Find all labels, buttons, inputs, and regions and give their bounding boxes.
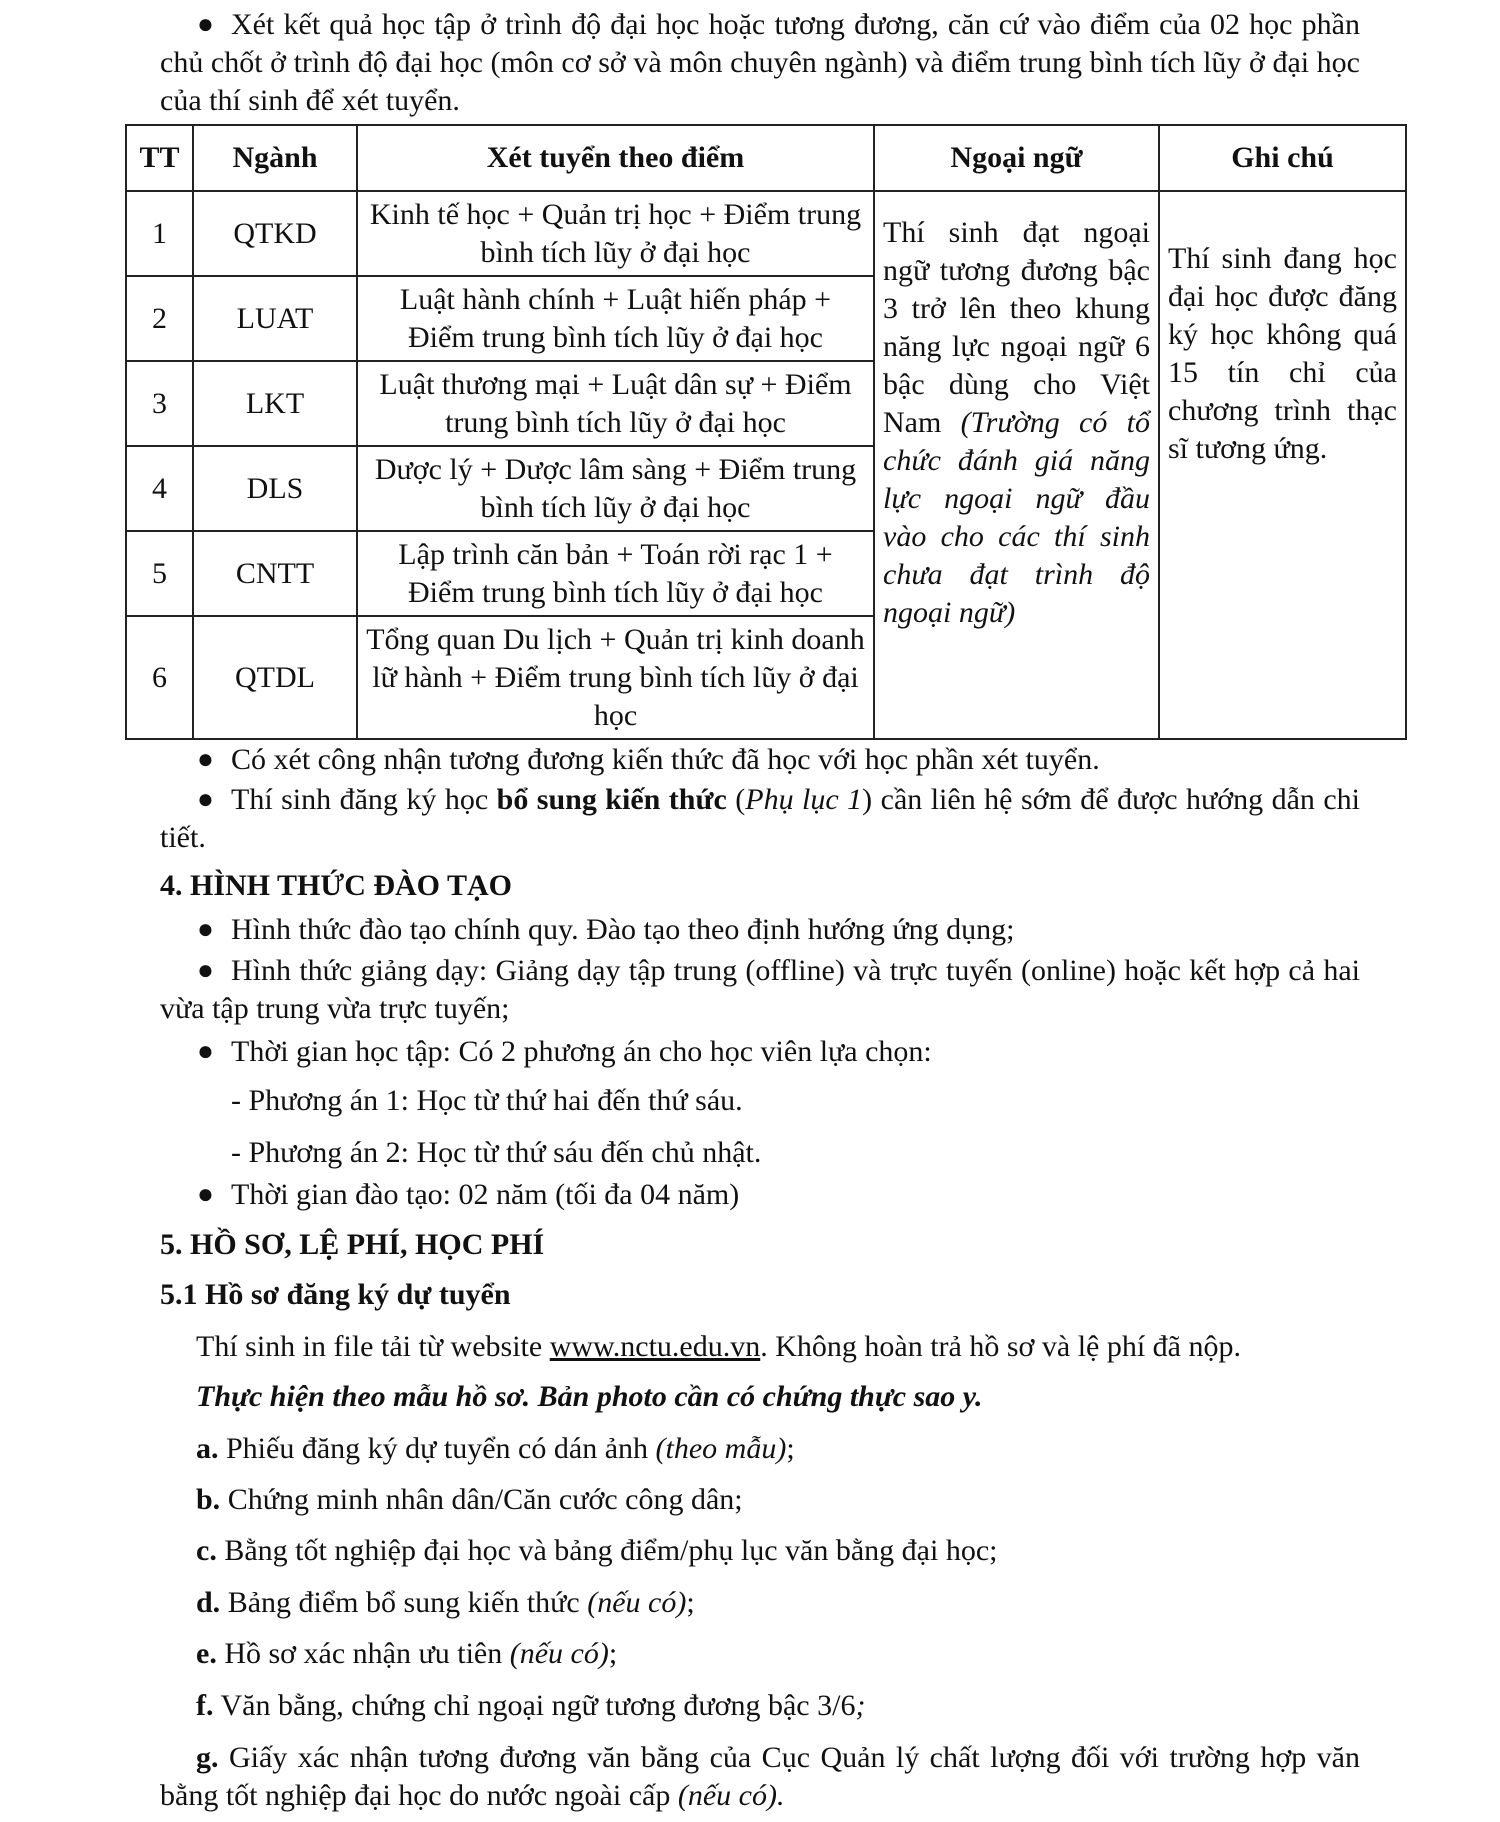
bullet-icon: ●	[197, 955, 214, 986]
bullet-text: Thời gian đào tạo: 02 năm (tối đa 04 năm)	[231, 1178, 740, 1211]
list-item-a: a. Phiếu đăng ký dự tuyển có dán ảnh (theo mẫu);	[196, 1432, 795, 1465]
list-item-f: f. Văn bằng, chứng chỉ ngoại ngữ tương đương bậc 3/6;	[196, 1689, 866, 1722]
admission-table	[125, 124, 1407, 740]
section-4-heading: 4. HÌNH THỨC ĐÀO TẠO	[160, 869, 512, 902]
list-item-e: e. Hồ sơ xác nhận ưu tiên (nếu có);	[196, 1637, 618, 1670]
row-nganh: QTDL	[193, 616, 357, 739]
row-nganh: DLS	[193, 446, 357, 531]
website-paragraph: Thí sinh in file tải từ website www.nctu.edu.vn. Không hoàn trả hồ sơ và lệ phí đã nộp.	[196, 1330, 1241, 1363]
section-4-bullet-3	[160, 1033, 1360, 1071]
website-link[interactable]: www.nctu.edu.vn	[549, 1330, 761, 1363]
bullet-text: Thời gian học tập: Có 2 phương án cho học viên lựa chọn:	[231, 1035, 932, 1068]
row-tt: 1	[126, 191, 193, 276]
ngoai-ngu-text: Thí sinh đạt ngoại ngữ tương đương bậc 3 trở lên theo khung năng lực ngoại ngữ 6 bậc dùng cho Việt Nam (Trường có tổ chức đánh giá năng lực ngoại ngữ đầu vào cho các thí sinh chưa đạt trình độ ngoại ngữ)	[883, 216, 1151, 629]
photo-note: Thực hiện theo mẫu hồ sơ. Bản photo cần có chứng thực sao y.	[196, 1380, 983, 1413]
row-nganh: QTKD	[193, 191, 357, 276]
row-xet-tuyen: Luật hành chính + Luật hiến pháp + Điểm trung bình tích lũy ở đại học	[357, 276, 874, 361]
supplement-bold: bổ sung kiến thức	[496, 783, 727, 816]
row-xet-tuyen: Luật thương mại + Luật dân sự + Điểm trung bình tích lũy ở đại học	[357, 361, 874, 446]
table-header-row	[126, 125, 1406, 191]
row-nganh: CNTT	[193, 531, 357, 616]
list-item-d: d. Bảng điểm bổ sung kiến thức (nếu có);	[196, 1586, 695, 1619]
section-4-bullet-4	[160, 1176, 1360, 1214]
row-tt: 6	[126, 616, 193, 739]
row-xet-tuyen: Kinh tế học + Quản trị học + Điểm trung bình tích lũy ở đại học	[357, 191, 874, 276]
intro-bullet	[160, 6, 1360, 120]
list-item-g	[160, 1739, 1360, 1815]
section-5-1-heading: 5.1 Hồ sơ đăng ký dự tuyển	[160, 1278, 511, 1311]
bullet-icon: ●	[197, 914, 214, 945]
table-row	[126, 191, 1406, 276]
header-nganh: Ngành	[193, 125, 357, 191]
appendix-ref: Phụ lục 1	[745, 783, 863, 816]
ngoai-ngu-cell	[874, 191, 1159, 739]
section-5-heading: 5. HỒ SƠ, LỆ PHÍ, HỌC PHÍ	[160, 1228, 545, 1261]
option-1: - Phương án 1: Học từ thứ hai đến thứ sáu.	[231, 1084, 743, 1117]
row-tt: 3	[126, 361, 193, 446]
row-xet-tuyen: Dược lý + Dược lâm sàng + Điểm trung bình tích lũy ở đại học	[357, 446, 874, 531]
row-nganh: LUAT	[193, 276, 357, 361]
header-tt: TT	[126, 125, 193, 191]
row-tt: 5	[126, 531, 193, 616]
bullet-icon: ●	[197, 784, 214, 815]
bullet-text: Có xét công nhận tương đương kiến thức đã học với học phần xét tuyển.	[231, 743, 1100, 776]
list-item-g-text: g. Giấy xác nhận tương đương văn bằng của Cục Quản lý chất lượng đối với trường hợp văn bằng tốt nghiệp đại học do nước ngoài cấp (nếu có).	[160, 1741, 1360, 1812]
header-xet-tuyen: Xét tuyển theo điểm	[357, 125, 874, 191]
bullet-icon: ●	[197, 1036, 214, 1067]
row-tt: 4	[126, 446, 193, 531]
bullet-text: Thí sinh đăng ký học bổ sung kiến thức (Phụ lục 1) cần liên hệ sớm để được hướng dẫn chi tiết.	[160, 783, 1361, 854]
ghi-chu-text: Thí sinh đang học đại học được đăng ký học không quá 15 tín chỉ của chương trình thạc sĩ tương ứng.	[1168, 242, 1397, 465]
row-xet-tuyen: Lập trình căn bản + Toán rời rạc 1 + Điểm trung bình tích lũy ở đại học	[357, 531, 874, 616]
bullet-text: Hình thức đào tạo chính quy. Đào tạo theo định hướng ứng dụng;	[231, 913, 1015, 946]
bullet-icon: ●	[197, 744, 214, 775]
bullet-icon: ●	[197, 1179, 214, 1210]
row-tt: 2	[126, 276, 193, 361]
ngoai-ngu-italic: (Trường có tổ chức đánh giá năng lực ngoại ngữ đầu vào cho các thí sinh chưa đạt trình độ ngoại ngữ)	[883, 406, 1151, 629]
bullet-icon: ●	[197, 9, 214, 40]
intro-bullet-text: Xét kết quả học tập ở trình độ đại học hoặc tương đương, căn cứ vào điểm của 02 học phần chủ chốt ở trình độ đại học (môn cơ sở và môn chuyên ngành) và điểm trung bình tích lũy ở đại học của thí sinh để xét tuyển.	[160, 8, 1360, 117]
bullet-equivalence	[160, 741, 1360, 779]
header-ghi-chu: Ghi chú	[1159, 125, 1406, 191]
section-4-bullet-2	[160, 952, 1360, 1028]
list-item-b: b. Chứng minh nhân dân/Căn cước công dân;	[196, 1483, 743, 1516]
option-2: - Phương án 2: Học từ thứ sáu đến chủ nhật.	[231, 1136, 762, 1169]
section-4-bullet-1	[160, 911, 1360, 949]
header-ngoai-ngu: Ngoại ngữ	[874, 125, 1159, 191]
list-item-c: c. Bằng tốt nghiệp đại học và bảng điểm/phụ lục văn bằng đại học;	[196, 1534, 998, 1567]
row-xet-tuyen: Tổng quan Du lịch + Quản trị kinh doanh lữ hành + Điểm trung bình tích lũy ở đại học	[357, 616, 874, 739]
bullet-text: Hình thức giảng dạy: Giảng dạy tập trung (offline) và trực tuyến (online) hoặc kết hợp cả hai vừa tập trung vừa trực tuyến;	[160, 954, 1360, 1025]
bullet-supplement	[160, 781, 1360, 857]
ghi-chu-cell	[1159, 191, 1406, 739]
row-nganh: LKT	[193, 361, 357, 446]
